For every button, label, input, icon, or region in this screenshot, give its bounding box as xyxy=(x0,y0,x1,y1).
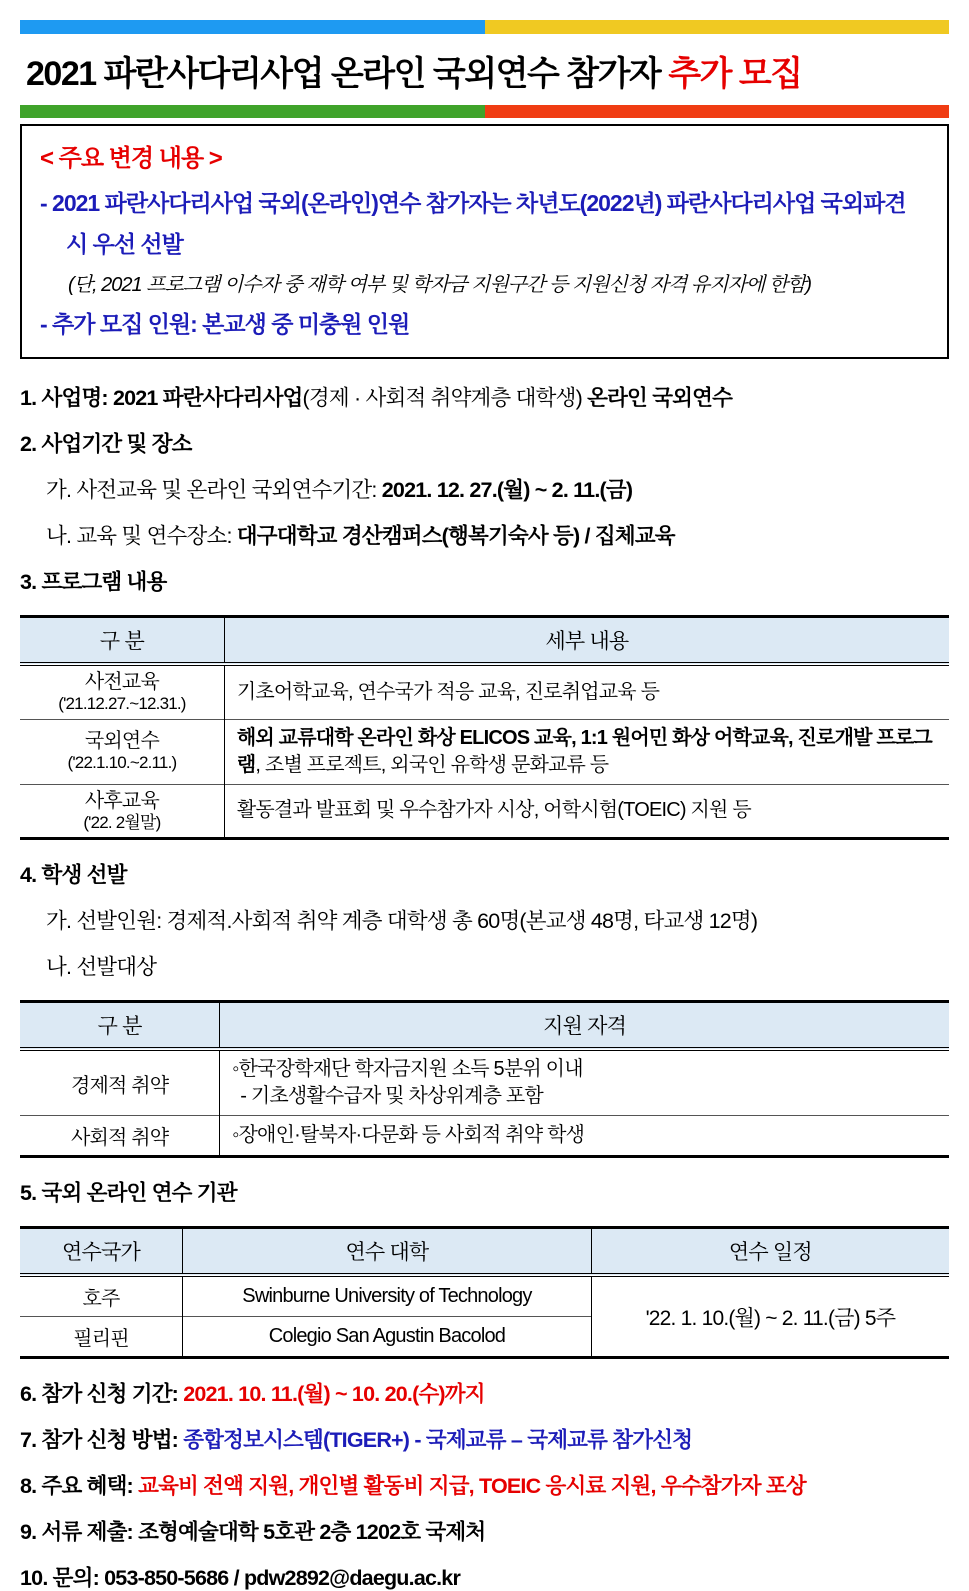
table-row xyxy=(20,784,949,839)
target-row1-line1: ◦한국장학재단 학자금지원 소득 5분위 이내 xyxy=(232,1058,583,1081)
item-6-application-period xyxy=(20,1381,949,1407)
item-8-benefits xyxy=(20,1473,949,1499)
item-5-heading: 5. 국외 온라인 연수 기관 xyxy=(20,1181,237,1206)
page-title-red: 추가 모집 xyxy=(668,55,802,93)
program-row1-title: 사전교육 xyxy=(84,671,159,694)
top-bar-yellow-segment xyxy=(485,20,950,34)
item-2b-value: 대구대학교 경산캠퍼스(행복기숙사 등) / 집체교육 xyxy=(236,524,675,549)
item-2a-training-period xyxy=(20,477,949,503)
item-8-value: 교육비 전액 지원, 개인별 활동비 지급, TOEIC 응시료 지원, 우수참가자 포상 xyxy=(138,1474,806,1499)
target-row2-label: 사회적 취약 xyxy=(20,1116,220,1157)
item-2b-label: 나. 교육 및 연수장소: xyxy=(46,524,237,549)
target-row2-content: ◦장애인·탈북자·다문화 등 사회적 취약 학생 xyxy=(220,1116,949,1157)
major-changes-bullet-1: - 2021 파란사다리사업 국외(온라인)연수 참가자는 차년도(2022년) 파란사다리사업 국외파견 시 우선 선발 xyxy=(40,190,906,258)
program-row1-period: ('21.12.27.~12.31.) xyxy=(58,694,186,714)
selection-target-table xyxy=(20,1000,949,1158)
program-row1-label xyxy=(20,664,224,719)
program-table-header-detail: 세부 내용 xyxy=(224,617,949,665)
target-row1-label: 경제적 취약 xyxy=(70,1074,169,1097)
program-row2-content-bold: 해외 교류대학 온라인 화상 ELICOS 교육, 1:1 원어민 화상 어학교육, 진로개발 프로그램 xyxy=(236,726,932,776)
item-2-heading: 2. 사업기간 및 장소 xyxy=(20,432,192,457)
item-4-heading: 4. 학생 선발 xyxy=(20,863,127,888)
top-divider-bar xyxy=(20,20,949,34)
page-title-black: 2021 파란사다리사업 온라인 국외연수 참가자 xyxy=(26,55,669,93)
institution-header-country: 연수국가 xyxy=(20,1228,183,1276)
major-changes-heading: < 주요 변경 내용 > xyxy=(40,145,222,172)
item-6-value: 2021. 10. 11.(월) ~ 10. 20.(수)까지 xyxy=(183,1382,485,1407)
program-row3-label xyxy=(20,784,224,839)
institution-row1-university: Swinburne University of Technology xyxy=(183,1275,592,1317)
target-row1-line2: - 기초생활수급자 및 차상위계층 포함 xyxy=(240,1085,543,1108)
institution-header-university: 연수 대학 xyxy=(183,1228,592,1276)
title-underline-bar xyxy=(20,105,949,118)
program-row3-period: ('22. 2월말) xyxy=(83,812,161,832)
item-6-label: 6. 참가 신청 기간: xyxy=(20,1382,184,1407)
program-row2-label xyxy=(20,719,224,784)
program-table xyxy=(20,615,949,840)
item-7-application-method xyxy=(20,1427,949,1453)
target-table-header-row xyxy=(20,1002,949,1050)
table-row xyxy=(20,1049,949,1116)
item-1-normal: (경제 · 사회적 취약계층 대학생) xyxy=(302,386,588,411)
institution-row1-country: 호주 xyxy=(82,1288,120,1311)
target-row1-content xyxy=(220,1049,949,1116)
program-row2-title: 국외연수 xyxy=(84,730,159,753)
page-title xyxy=(26,46,949,95)
program-row3-content: 활동결과 발표회 및 우수참가자 시상, 어학시험(TOEIC) 지원 등 xyxy=(224,784,949,839)
item-1-project-name xyxy=(20,385,949,411)
institution-header-schedule: 연수 일정 xyxy=(591,1228,949,1276)
program-row2-period: ('22.1.10.~2.11.) xyxy=(67,753,177,773)
program-row2-content xyxy=(224,719,949,784)
item-2b-training-place xyxy=(20,523,949,549)
item-10-contact: 10. 문의: 053-850-5686 / pdw2892@daegu.ac.kr xyxy=(20,1566,461,1591)
table-row xyxy=(20,664,949,719)
item-7-value: 종합정보시스템(TIGER+) - 국제교류 – 국제교류 참가신청 xyxy=(183,1428,693,1453)
item-2a-value: 2021. 12. 27.(월) ~ 2. 11.(금) xyxy=(381,478,633,503)
bottom-bar-red-segment xyxy=(485,105,950,118)
major-changes-note: (단, 2021 프로그램 이수자 중 재학 여부 및 학자금 지원구간 등 지원신청 자격 유지자에 한함) xyxy=(68,273,812,296)
major-changes-box xyxy=(20,124,949,359)
item-9-document-submission: 9. 서류 제출: 조형예술대학 5호관 2층 1202호 국제처 xyxy=(20,1520,486,1545)
table-row xyxy=(20,719,949,784)
item-8-label: 8. 주요 혜택: xyxy=(20,1474,139,1499)
program-table-header-row xyxy=(20,617,949,665)
institution-row2-university: Colegio San Agustin Bacolod xyxy=(183,1317,592,1358)
item-3-heading: 3. 프로그램 내용 xyxy=(20,570,167,595)
program-table-header-category: 구 분 xyxy=(20,617,224,665)
top-bar-blue-segment xyxy=(20,20,485,34)
program-row2-content-rest: , 조별 프로젝트, 외국인 유학생 문화교류 등 xyxy=(255,753,609,776)
institution-table-header-row xyxy=(20,1228,949,1276)
item-1-bold: 1. 사업명: 2021 파란사다리사업 xyxy=(20,386,303,411)
item-4b-selection-target: 나. 선발대상 xyxy=(46,955,157,980)
table-row xyxy=(20,1275,949,1317)
program-row3-title: 사후교육 xyxy=(84,789,159,812)
institution-table xyxy=(20,1226,949,1359)
item-1-bold-2: 온라인 국외연수 xyxy=(587,386,733,411)
target-table-header-category: 구 분 xyxy=(20,1002,220,1050)
table-row xyxy=(20,1116,949,1157)
program-row1-content: 기초어학교육, 연수국가 적응 교육, 진로취업교육 등 xyxy=(224,664,949,719)
major-changes-bullet-2: - 추가 모집 인원: 본교생 중 미충원 인원 xyxy=(40,310,410,337)
institution-row2-country: 필리핀 xyxy=(20,1317,183,1358)
item-2a-label: 가. 사전교육 및 온라인 국외연수기간: xyxy=(46,478,382,503)
institution-schedule: '22. 1. 10.(월) ~ 2. 11.(금) 5주 xyxy=(591,1275,949,1358)
bottom-bar-green-segment xyxy=(20,105,485,118)
item-7-label: 7. 참가 신청 방법: xyxy=(20,1428,184,1453)
item-4a-selection-count: 가. 선발인원: 경제적.사회적 취약 계층 대학생 총 60명(본교생 48명, 타교생 12명) xyxy=(46,909,758,934)
target-table-header-qualification: 지원 자격 xyxy=(220,1002,949,1050)
